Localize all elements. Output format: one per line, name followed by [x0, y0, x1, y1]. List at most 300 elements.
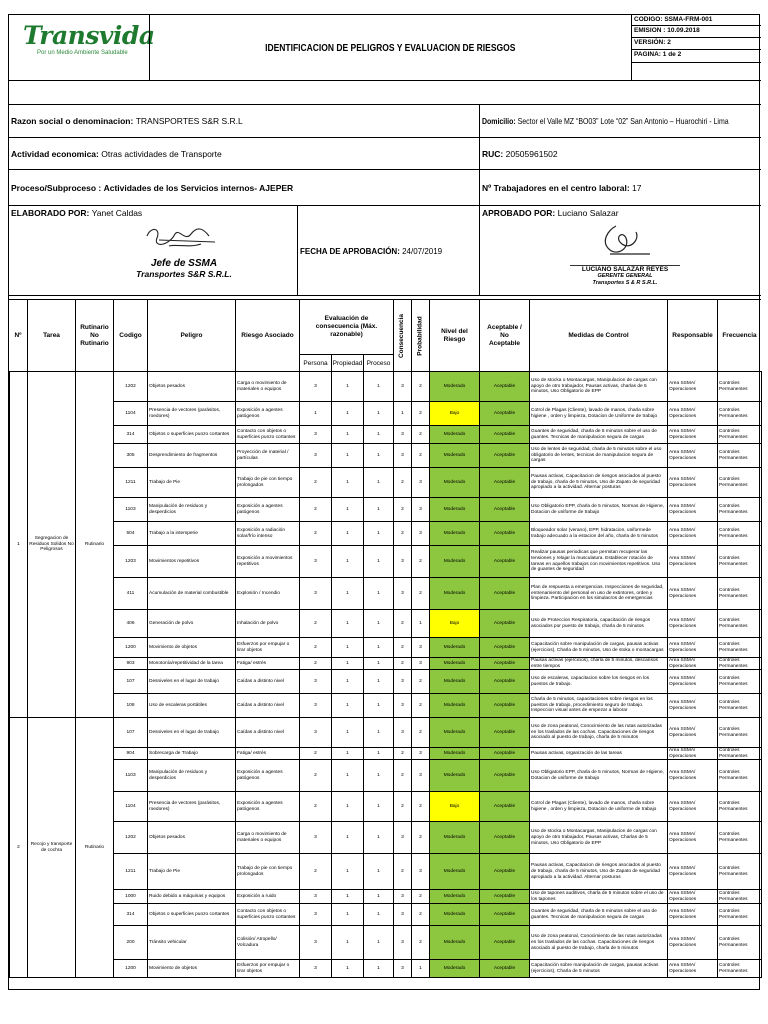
cell-proceso: 1 — [364, 372, 394, 402]
table-row — [10, 960, 762, 978]
cell-consecuencia: 2 — [394, 468, 412, 498]
fecha-label: FECHA DE APROBACIÓN: — [300, 246, 400, 256]
cell-probabilidad: 3 — [412, 638, 430, 658]
cell-medidas: Guantes de seguridad, charla de 5 minutos sobre el uso de guantes. Tecnicas de manipulacion segura de cargas — [530, 904, 668, 926]
cell-responsable: Area SSMA/ Operaciones — [668, 822, 718, 854]
cell-proceso: 1 — [364, 522, 394, 546]
cell-medidas: Uso Obligatorio EPP, charla de 5 minutos, Normas de Higiene, Dotacion de uniforme de trabajo — [530, 760, 668, 792]
table-row — [10, 890, 762, 904]
cell-peligro: Objetos pesados — [148, 372, 236, 402]
cell-riesgo: Caídas a distinto nivel — [236, 718, 300, 748]
cell-peligro: Tránsito vehicular — [148, 926, 236, 960]
cell-responsable: Area SSMA/ Operaciones — [668, 638, 718, 658]
cell-peligro: Presencia de vectores (parásitos, roedores) — [148, 792, 236, 822]
sig1-company: Transportes S&R S.R.L. — [136, 269, 232, 279]
aprobado-label: APROBADO POR: — [482, 208, 556, 218]
cell-medidas: Guantes de seguridad, charla de 5 minutos sobre el uso de guantes. Tecnicas de manipulacion segura de cargas — [530, 426, 668, 444]
cell-responsable: Area SSMA/ Operaciones — [668, 498, 718, 522]
cell-medidas: Uso de zona peatonal, Conocimiento de las rutas autorizadas en los traslados de las cochas. Capacitaciones de riesgos asociado al puesto de trabajo, charla de 5 minutos — [530, 718, 668, 748]
col-consecuencia: Consecuencia — [398, 313, 406, 359]
cell-consecuencia: 3 — [394, 444, 412, 468]
table-row — [10, 718, 762, 748]
cell-persona: 3 — [300, 718, 332, 748]
col-evaluacion: Evaluación de consecuencia (Máx. razonable) — [299, 300, 393, 354]
col-rutinario: Rutinario No Rutinario — [75, 300, 113, 372]
cell-persona: 2 — [300, 658, 332, 670]
cell-peligro: Movimientos repetitivos — [148, 546, 236, 578]
trabajadores-value: 17 — [632, 182, 642, 193]
cell-consecuencia: 2 — [394, 854, 412, 890]
trabajadores-cell — [479, 170, 761, 205]
cell-riesgo: Exposición a agentes patógenos — [236, 792, 300, 822]
sig1-role: Jefe de SSMA — [150, 258, 218, 269]
signature-aprobado — [570, 220, 680, 292]
ruc-label: RUC: — [482, 148, 504, 159]
cell-responsable: Area SSMA/ Operaciones — [668, 694, 718, 718]
cell-aceptable: Aceptable — [480, 748, 530, 760]
cell-nivel: Moderado — [430, 748, 480, 760]
spacer-row — [9, 81, 761, 105]
cell-responsable: Area SSMA/ Operaciones — [668, 792, 718, 822]
group-number: 1 — [10, 372, 28, 718]
col-aceptable: Aceptable / No Aceptable — [479, 300, 529, 372]
table-row — [10, 694, 762, 718]
version-text: VERSIÓN: 2 — [632, 38, 761, 50]
cell-persona: 3 — [300, 926, 332, 960]
cell-persona: 2 — [300, 468, 332, 498]
col-codigo: Codigo — [113, 300, 147, 372]
table-row — [10, 498, 762, 522]
cell-persona: 2 — [300, 792, 332, 822]
table-row — [10, 546, 762, 578]
cell-frecuencia: Controles Permanentes — [718, 610, 762, 638]
cell-peligro: Acumulación de material combustible — [148, 578, 236, 610]
cell-aceptable: Aceptable — [480, 426, 530, 444]
cell-riesgo: Esfuerzos por empujar o tirar objetos — [236, 960, 300, 978]
cell-responsable: Area SSMA/ Operaciones — [668, 854, 718, 890]
cell-responsable: Area SSMA/ Operaciones — [668, 522, 718, 546]
cell-nivel: Moderado — [430, 522, 480, 546]
cell-propiedad: 1 — [332, 694, 364, 718]
cell-peligro: Generación de polvo — [148, 610, 236, 638]
cell-frecuencia: Controles Permanentes — [718, 522, 762, 546]
cell-riesgo: Carga o movimiento de materiales o equipos — [236, 372, 300, 402]
cell-aceptable: Aceptable — [480, 444, 530, 468]
cell-proceso: 1 — [364, 960, 394, 978]
cell-probabilidad: 1 — [412, 960, 430, 978]
cell-responsable: Area SSMA/ Operaciones — [668, 718, 718, 748]
cell-consecuencia: 3 — [394, 694, 412, 718]
cell-medidas: Realizar pausas periodicas que permitan recuperar las tensiones y relajar la musculatura. Establecer rotación de tareas en aquellos trabajos con movimientos repetitivos. Uso de guantes de seguridad — [530, 546, 668, 578]
cell-riesgo: Fatiga/ estrés — [236, 658, 300, 670]
cell-proceso: 1 — [364, 822, 394, 854]
cell-probabilidad: 2 — [412, 426, 430, 444]
razon-cell — [9, 105, 479, 137]
cell-consecuencia: 3 — [394, 890, 412, 904]
cell-propiedad: 1 — [332, 638, 364, 658]
trabajadores-label: Nº Trabajadores en el centro laboral: — [482, 182, 630, 193]
cell-medidas: Pausas activas (ejercicios), charla de 5 minutos, descansos entre tiempos — [530, 658, 668, 670]
cell-persona: 2 — [300, 760, 332, 792]
cell-proceso: 1 — [364, 718, 394, 748]
cell-peligro: Objetos o superficies punzo cortantes — [148, 904, 236, 926]
cell-probabilidad: 1 — [412, 610, 430, 638]
cell-probabilidad: 2 — [412, 694, 430, 718]
col-peligro: Peligro — [147, 300, 235, 372]
cell-probabilidad: 2 — [412, 578, 430, 610]
cell-persona: 3 — [300, 444, 332, 468]
cell-medidas: Uso de escaleras, capacitacion sobre los riesgos en los puestos de trabajo. — [530, 670, 668, 694]
proceso-row — [9, 169, 761, 205]
cell-persona: 2 — [300, 854, 332, 890]
cell-proceso: 1 — [364, 854, 394, 890]
cell-probabilidad: 2 — [412, 372, 430, 402]
cell-probabilidad: 2 — [412, 792, 430, 822]
cell-responsable: Area SSMA/ Operaciones — [668, 748, 718, 760]
cell-codigo: 314 — [114, 904, 148, 926]
cell-medidas: Uso de stocka o Montacargas, Manipulacion de cargas con apoyo de otro trabajador, Pausas activas, Charlas de 5 minutos, Uso Obligatorio de EPP — [530, 822, 668, 854]
cell-consecuencia: 3 — [394, 372, 412, 402]
cell-consecuencia: 3 — [394, 822, 412, 854]
cell-riesgo: Contacto con objetos o superficies punzo cortantes — [236, 904, 300, 926]
cell-codigo: 1103 — [114, 760, 148, 792]
cell-codigo: 107 — [114, 718, 148, 748]
cell-persona: 3 — [300, 904, 332, 926]
cell-frecuencia: Controles Permanentes — [718, 402, 762, 426]
cell-consecuencia: 3 — [394, 718, 412, 748]
cell-probabilidad: 2 — [412, 444, 430, 468]
col-propiedad: Propiedad — [331, 354, 363, 372]
cell-frecuencia: Controles Permanentes — [718, 670, 762, 694]
cell-codigo: 108 — [114, 694, 148, 718]
cell-responsable: Area SSMA/ Operaciones — [668, 904, 718, 926]
domicilio-cell — [479, 105, 761, 137]
cell-frecuencia: Controles Permanentes — [718, 718, 762, 748]
cell-probabilidad: 3 — [412, 498, 430, 522]
cell-propiedad: 1 — [332, 890, 364, 904]
cell-responsable: Area SSMA/ Operaciones — [668, 372, 718, 402]
cell-responsable: Area SSMA/ Operaciones — [668, 426, 718, 444]
cell-riesgo: Exposición a agentes patógenos — [236, 760, 300, 792]
table-row — [10, 402, 762, 426]
cell-nivel: Moderado — [430, 926, 480, 960]
cell-persona: 3 — [300, 694, 332, 718]
cell-codigo: 1211 — [114, 854, 148, 890]
cell-peligro: Uso de escaleras portátiles — [148, 694, 236, 718]
codigo-text: CODIGO: SSMA-FRM-001 — [632, 15, 761, 26]
cell-consecuencia: 2 — [394, 610, 412, 638]
table-row — [10, 578, 762, 610]
cell-propiedad: 1 — [332, 402, 364, 426]
cell-proceso: 1 — [364, 670, 394, 694]
cell-responsable: Area SSMA/ Operaciones — [668, 444, 718, 468]
cell-aceptable: Aceptable — [480, 522, 530, 546]
table-row — [10, 638, 762, 658]
cell-responsable: Area SSMA/ Operaciones — [668, 402, 718, 426]
cell-frecuencia: Controles Permanentes — [718, 748, 762, 760]
cell-riesgo: Exposición a agentes patógenos — [236, 402, 300, 426]
cell-nivel: Moderado — [430, 890, 480, 904]
cell-propiedad: 1 — [332, 468, 364, 498]
cell-propiedad: 1 — [332, 658, 364, 670]
cell-peligro: Manipulación de residuos y desperdicios — [148, 498, 236, 522]
cell-aceptable: Aceptable — [480, 402, 530, 426]
cell-consecuencia: 2 — [394, 638, 412, 658]
cell-probabilidad: 2 — [412, 718, 430, 748]
cell-proceso: 1 — [364, 904, 394, 926]
cell-responsable: Area SSMA/ Operaciones — [668, 670, 718, 694]
cell-codigo: 305 — [114, 444, 148, 468]
cell-codigo: 1211 — [114, 468, 148, 498]
cell-proceso: 1 — [364, 658, 394, 670]
cell-aceptable: Aceptable — [480, 694, 530, 718]
cell-proceso: 1 — [364, 926, 394, 960]
cell-codigo: 1202 — [114, 822, 148, 854]
cell-codigo: 1103 — [114, 498, 148, 522]
cell-riesgo: Caídas a distinto nivel — [236, 670, 300, 694]
table-row — [10, 792, 762, 822]
ruc-value: 20505961502 — [505, 148, 558, 159]
cell-probabilidad: 3 — [412, 658, 430, 670]
cell-proceso: 1 — [364, 694, 394, 718]
cell-nivel: Moderado — [430, 904, 480, 926]
table-row — [10, 426, 762, 444]
cell-responsable: Area SSMA/ Operaciones — [668, 960, 718, 978]
cell-nivel: Moderado — [430, 760, 480, 792]
cell-peligro: Movimiento de objetos — [148, 638, 236, 658]
cell-riesgo: Inhalación de polvo — [236, 610, 300, 638]
cell-riesgo: Explosión / Incendio — [236, 578, 300, 610]
company-logo — [23, 21, 153, 75]
cell-frecuencia: Controles Permanentes — [718, 854, 762, 890]
cell-riesgo: Fatiga/ estrés — [236, 748, 300, 760]
cell-consecuencia: 3 — [394, 904, 412, 926]
col-persona: Persona — [299, 354, 331, 372]
cell-peligro: Ruido debido a máquinas y equipos — [148, 890, 236, 904]
fecha-value: 24/07/2019 — [402, 246, 443, 256]
cell-aceptable: Aceptable — [480, 890, 530, 904]
cell-nivel: Moderado — [430, 694, 480, 718]
cell-probabilidad: 2 — [412, 890, 430, 904]
cell-medidas: Pausas activas, organización de las tareas — [530, 748, 668, 760]
cell-aceptable: Aceptable — [480, 960, 530, 978]
cell-frecuencia: Controles Permanentes — [718, 426, 762, 444]
cell-medidas: Uso de stocka o Montacargas, Manipulacion de cargas con apoyo de otro trabajador, Pausas activas, charlas de 5 minutos, Uso Obligatorio de EPP — [530, 372, 668, 402]
cell-consecuencia: 2 — [394, 498, 412, 522]
cell-probabilidad: 3 — [412, 522, 430, 546]
cell-aceptable: Aceptable — [480, 372, 530, 402]
actividad-row — [9, 137, 761, 169]
cell-proceso: 1 — [364, 578, 394, 610]
form-header — [9, 15, 761, 81]
cell-proceso: 1 — [364, 792, 394, 822]
cell-codigo: 504 — [114, 522, 148, 546]
cell-persona: 3 — [300, 372, 332, 402]
cell-nivel: Moderado — [430, 670, 480, 694]
cell-aceptable: Aceptable — [480, 670, 530, 694]
cell-nivel: Moderado — [430, 444, 480, 468]
cell-medidas: Capacitación sobre manipulación de cargas, pausas activas (ejercicios), Charla de 5 minutos, Uso de stoka o montacargas — [530, 638, 668, 658]
table-row — [10, 444, 762, 468]
cell-persona: 3 — [300, 960, 332, 978]
cell-aceptable: Aceptable — [480, 760, 530, 792]
sig2-title: GERENTE GENERAL — [597, 273, 653, 279]
cell-consecuencia: 2 — [394, 522, 412, 546]
cell-medidas: Charla de 5 minutos, capacitaciones sobre riesgos en los puestos de trabajo, procedimiento seguro de trabajo. Inspeccion visual antes de empezar a laborar — [530, 694, 668, 718]
group-tarea: Recojo y transporte de cochra — [28, 718, 76, 978]
cell-propiedad: 1 — [332, 670, 364, 694]
cell-consecuencia: 3 — [394, 578, 412, 610]
cell-frecuencia: Controles Permanentes — [718, 578, 762, 610]
cell-codigo: 1202 — [114, 372, 148, 402]
table-row — [10, 822, 762, 854]
razon-row — [9, 105, 761, 137]
cell-proceso: 1 — [364, 890, 394, 904]
cell-peligro: Trabajo a la intemperie — [148, 522, 236, 546]
cell-codigo: 1200 — [114, 638, 148, 658]
cell-probabilidad: 2 — [412, 904, 430, 926]
cell-frecuencia: Controles Permanentes — [718, 372, 762, 402]
cell-probabilidad: 3 — [412, 760, 430, 792]
cell-frecuencia: Controles Permanentes — [718, 498, 762, 522]
cell-riesgo: Exposición a ruido — [236, 890, 300, 904]
cell-medidas: Cotrol de Plagas (Cliente), lavado de manos, charla sobre higiene , orden y limpieza, Dotacion de Uniforme de trabajo — [530, 402, 668, 426]
cell-nivel: Moderado — [430, 498, 480, 522]
cell-frecuencia: Controles Permanentes — [718, 926, 762, 960]
domicilio-value: Sector el Valle MZ “BO03” Lote “02” San Antonio – Huarochiri - Lima — [517, 116, 729, 126]
cell-medidas: Bloqueador solar (verano), EPP, hidratacion, uniformede trabajo adecuado a la estacion del año, charla de 5 minutos — [530, 522, 668, 546]
cell-codigo: 200 — [114, 926, 148, 960]
table-row — [10, 610, 762, 638]
cell-aceptable: Aceptable — [480, 610, 530, 638]
cell-codigo: 1200 — [114, 960, 148, 978]
cell-persona: 3 — [300, 890, 332, 904]
cell-frecuencia: Controles Permanentes — [718, 468, 762, 498]
cell-frecuencia: Controles Permanentes — [718, 760, 762, 792]
cell-persona: 3 — [300, 578, 332, 610]
elaborado-value: Yanet Caldas — [91, 208, 143, 218]
pagina-text: PAGINA: 1 de 2 — [632, 50, 761, 63]
cell-codigo: 1104 — [114, 402, 148, 426]
cell-nivel: Moderado — [430, 854, 480, 890]
cell-nivel: Moderado — [430, 468, 480, 498]
cell-nivel: Moderado — [430, 546, 480, 578]
cell-propiedad: 1 — [332, 426, 364, 444]
cell-proceso: 1 — [364, 546, 394, 578]
aprobado-cell — [479, 206, 761, 296]
cell-propiedad: 1 — [332, 498, 364, 522]
cell-persona: 2 — [300, 638, 332, 658]
cell-propiedad: 1 — [332, 822, 364, 854]
cell-propiedad: 1 — [332, 546, 364, 578]
cell-probabilidad: 2 — [412, 926, 430, 960]
cell-riesgo: Trabajo de pie con tiempo prolongados — [236, 468, 300, 498]
cell-aceptable: Aceptable — [480, 498, 530, 522]
col-n: Nº — [14, 332, 22, 339]
table-header — [9, 299, 761, 371]
cell-proceso: 1 — [364, 468, 394, 498]
col-nivel: Nivel del Riesgo — [429, 300, 479, 372]
cell-frecuencia: Controles Permanentes — [718, 822, 762, 854]
cell-proceso: 1 — [364, 498, 394, 522]
cell-codigo: 904 — [114, 748, 148, 760]
cell-codigo: 314 — [114, 426, 148, 444]
cell-peligro: Manipulación de residuos y desperdicios — [148, 760, 236, 792]
col-riesgo: Riesgo Asociado — [235, 300, 299, 372]
cell-persona: 2 — [300, 498, 332, 522]
proceso-cell — [9, 170, 479, 205]
fecha-cell — [297, 206, 479, 296]
cell-responsable: Area SSMA/ Operaciones — [668, 546, 718, 578]
signature-elaborado — [129, 222, 239, 286]
col-medidas: Medidas de Control — [529, 300, 667, 372]
proceso-value: Actividades de los Servicios internos- AJEPER — [103, 182, 294, 193]
cell-consecuencia: 3 — [394, 960, 412, 978]
cell-peligro: Objetos pesados — [148, 822, 236, 854]
cell-propiedad: 1 — [332, 372, 364, 402]
cell-aceptable: Aceptable — [480, 658, 530, 670]
cell-nivel: Moderado — [430, 578, 480, 610]
cell-medidas: Capacitación sobre manipulación de cargas, pausas activas (ejercicios), Charla de 5 minutos — [530, 960, 668, 978]
cell-aceptable: Aceptable — [480, 468, 530, 498]
cell-riesgo: Exposición a radiación solar/frío intenso — [236, 522, 300, 546]
actividad-label: Actividad economica: — [11, 148, 99, 159]
cell-persona: 3 — [300, 822, 332, 854]
cell-consecuencia: 2 — [394, 658, 412, 670]
cell-medidas: Pausas activas, Capacitacion de riesgos asociados al puesto de trabajo, charla de 5 minutos, Uso de Zapato de seguridad apropiado a la actividad. Alternar posturas — [530, 854, 668, 890]
cell-consecuencia: 3 — [394, 926, 412, 960]
cell-nivel: Bajo — [430, 610, 480, 638]
cell-frecuencia: Controles Permanentes — [718, 792, 762, 822]
cell-frecuencia: Controles Permanentes — [718, 694, 762, 718]
cell-proceso: 1 — [364, 402, 394, 426]
cell-peligro: Trabajo de Pie — [148, 468, 236, 498]
cell-proceso: 1 — [364, 760, 394, 792]
cell-frecuencia: Controles Permanentes — [718, 658, 762, 670]
table-row — [10, 670, 762, 694]
cell-peligro: Trabajo de Pie — [148, 854, 236, 890]
aprobado-value: Luciano Salazar — [557, 208, 619, 218]
cell-aceptable: Aceptable — [480, 854, 530, 890]
cell-frecuencia: Controles Permanentes — [718, 904, 762, 926]
approval-block — [9, 205, 761, 295]
sig2-name: LUCIANO SALAZAR REYES — [570, 265, 680, 273]
signature-scribble-2 — [570, 220, 680, 260]
table-row — [10, 372, 762, 402]
cell-probabilidad: 2 — [412, 822, 430, 854]
cell-medidas: Plan de respuesta a emergencias. Inspecciones de seguridad, entrenamiento del personal en uso de extintores, orden y limpieza. Participacion en los simulacros de emergencias — [530, 578, 668, 610]
cell-responsable: Area SSMA/ Operaciones — [668, 926, 718, 960]
cell-propiedad: 1 — [332, 926, 364, 960]
cell-nivel: Moderado — [430, 426, 480, 444]
cell-medidas: Uso de tapones auditivos, charla de 5 minutos sobre el uso de los tapones — [530, 890, 668, 904]
cell-nivel: Bajo — [430, 402, 480, 426]
col-probabilidad-cell — [411, 300, 429, 372]
cell-peligro: Presencia de vectores (parásitos, roedores) — [148, 402, 236, 426]
cell-aceptable: Aceptable — [480, 792, 530, 822]
cell-nivel: Moderado — [430, 822, 480, 854]
cell-peligro: Objetos o superficies punzo cortantes — [148, 426, 236, 444]
domicilio-label: Domicilio: — [482, 116, 516, 126]
table-row — [10, 904, 762, 926]
cell-nivel: Bajo — [430, 792, 480, 822]
cell-persona: 1 — [300, 402, 332, 426]
cell-persona: 2 — [300, 522, 332, 546]
cell-consecuencia: 2 — [394, 792, 412, 822]
cell-peligro: Monotonía/repetitividad de la tarea — [148, 658, 236, 670]
risk-table-body — [10, 372, 762, 978]
cell-codigo: 406 — [114, 610, 148, 638]
